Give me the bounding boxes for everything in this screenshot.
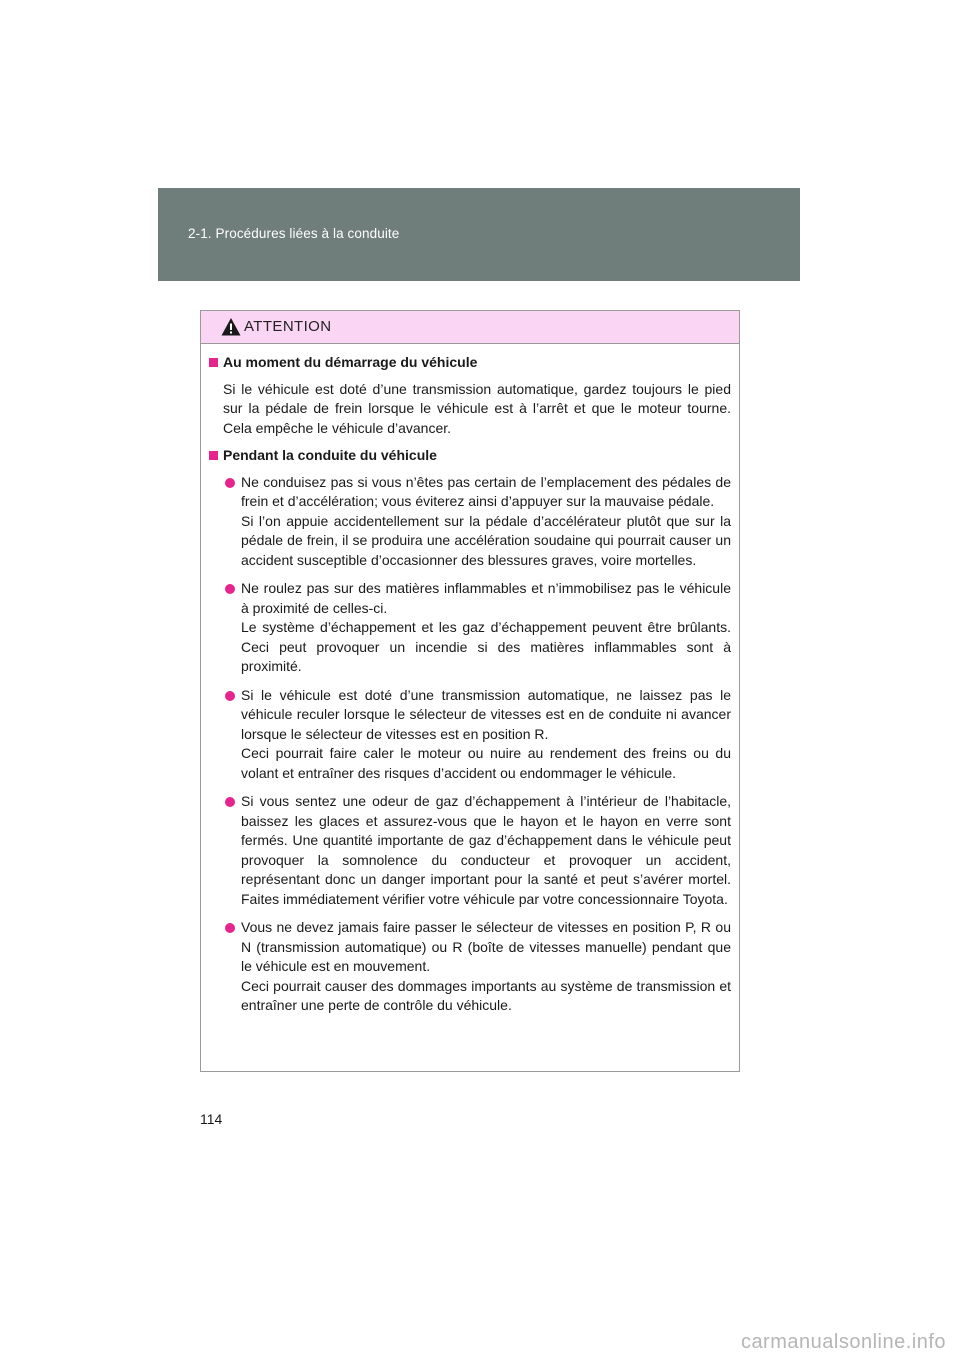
- section-paragraph: Si le véhicule est doté d’une transmission automatique, gardez toujours le pied sur la pédale de frein lorsque le véhicule est à l’arrêt et que le moteur tourne. Cela empêche le véhicule d’avancer.: [223, 380, 731, 436]
- round-bullet-icon: [225, 584, 235, 594]
- section-breadcrumb: 2-1. Procédures liées à la conduite: [188, 226, 400, 241]
- round-bullet-icon: [225, 797, 235, 807]
- round-bullet-icon: [225, 478, 235, 488]
- bullet-item: Ne conduisez pas si vous n’êtes pas certain de l’emplacement des pédales de frein et d’accélération; vous éviterez ainsi d’appuyer sur la mauvaise pédale. Si l’on appuie accidentellement sur la pédale d’accélérateur plutôt que sur la pédale de frein, il se produira une accélération soudaine qui pourrait causer un accident susceptible d’occasionner des blessures graves, voire mortelles.: [209, 473, 731, 571]
- square-bullet-icon: [209, 451, 218, 460]
- bullet-item: Si le véhicule est doté d’une transmission automatique, ne laissez pas le véhicule reculer lorsque le sélecteur de vitesses est en de conduite ni avancer lorsque le sélecteur de vitesses est en position R. Ceci pourrait faire caler le moteur ou nuire au rendement des freins ou du volant et entraîner des risques d’accident ou endommager le véhicule.: [209, 686, 731, 784]
- warning-body: [201, 344, 739, 1016]
- warning-title: ATTENTION: [244, 318, 332, 335]
- square-bullet-icon: [209, 358, 218, 367]
- watermark[interactable]: carmanualsonline.info: [740, 1331, 946, 1353]
- bullet-item: Vous ne devez jamais faire passer le sélecteur de vitesses en position P, R ou N (transmission automatique) ou R (boîte de vitesses manuelle) pendant que le véhicule est en mouvement. Ceci pourrait causer des dommages importants au système de transmission et entraîner une perte de contrôle du véhicule.: [209, 918, 731, 1016]
- bullet-item: Ne roulez pas sur des matières inflammables et n’immobilisez pas le véhicule à proximité de celles-ci. Le système d’échappement et les gaz d’échappement peuvent être brûlants. Ceci peut provoquer un incendie si des matières inflammables sont à proximité.: [209, 579, 731, 677]
- round-bullet-icon: [225, 923, 235, 933]
- round-bullet-icon: [225, 691, 235, 701]
- section-title: Pendant la conduite du véhicule: [209, 446, 731, 466]
- section-title: Au moment du démarrage du véhicule: [209, 353, 731, 373]
- bullet-item: Si vous sentez une odeur de gaz d’échappement à l’intérieur de l’habitacle, baissez les glaces et assurez-vous que le hayon et le hayon en verre sont fermés. Une quantité importante de gaz d’échappement dans le véhicule peut provoquer la somnolence du conducteur et provoquer un accident, représentant donc un danger important pour la santé et peut s’avérer mortel. Faites immédiatement vérifier votre véhicule par votre concessionnaire Toyota.: [209, 792, 731, 909]
- warning-triangle-icon: [221, 317, 241, 337]
- section-header-band: [158, 188, 800, 281]
- warning-box: [200, 310, 740, 1072]
- warning-header: [201, 311, 739, 344]
- page-number: 114: [200, 1111, 223, 1127]
